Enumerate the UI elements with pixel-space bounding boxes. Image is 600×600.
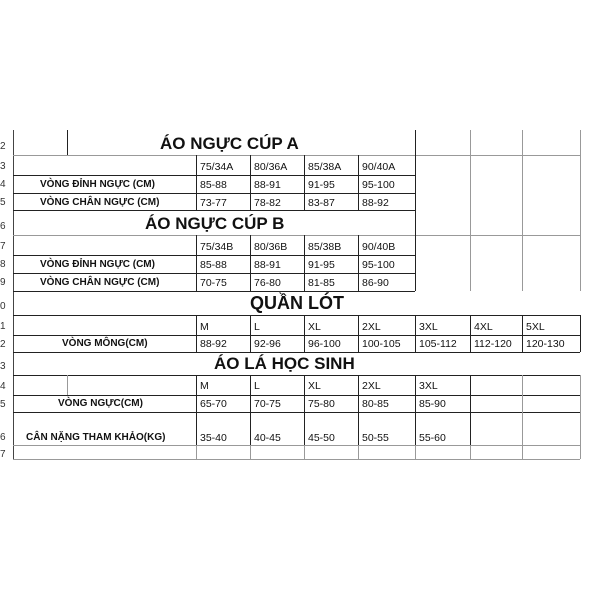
size-cell[interactable]: 3XL [419, 380, 438, 392]
grid-line [13, 210, 415, 211]
size-cell[interactable]: 75/34A [200, 161, 234, 173]
size-cell[interactable]: L [254, 321, 260, 333]
grid-line [304, 375, 305, 445]
size-cell[interactable]: 90/40B [362, 241, 396, 253]
grid-line [522, 375, 523, 445]
value-cell[interactable]: 40-45 [254, 432, 281, 444]
size-cell[interactable]: M [200, 321, 209, 333]
row-header[interactable]: 2 [0, 141, 6, 152]
grid-line [358, 445, 359, 459]
grid-line [358, 375, 359, 445]
grid-line [470, 315, 471, 352]
value-cell[interactable]: 120-130 [526, 338, 565, 350]
grid-line [13, 459, 580, 460]
section-a-title: ÁO NGỰC CÚP A [160, 134, 299, 153]
value-cell[interactable]: 55-60 [419, 432, 446, 444]
grid-line [13, 155, 580, 156]
size-cell[interactable]: XL [308, 321, 321, 333]
value-cell[interactable]: 88-92 [200, 338, 227, 350]
grid-line [13, 315, 580, 316]
value-cell[interactable]: 88-91 [254, 179, 281, 191]
grid-line [358, 315, 359, 352]
grid-line [415, 375, 416, 445]
size-cell[interactable]: 75/34B [200, 241, 234, 253]
section-d-title: ÁO LÁ HỌC SINH [214, 354, 355, 373]
value-cell[interactable]: 91-95 [308, 179, 335, 191]
row-label[interactable]: VÒNG ĐỈNH NGỰC (CM) [40, 179, 155, 190]
value-cell[interactable]: 105-112 [419, 338, 457, 350]
grid-line [13, 445, 580, 446]
grid-line [470, 235, 471, 291]
value-cell[interactable]: 88-91 [254, 259, 281, 271]
section-c-title: QUẦN LÓT [250, 293, 344, 313]
value-cell[interactable]: 83-87 [308, 197, 335, 209]
value-cell[interactable]: 85-90 [419, 398, 446, 410]
grid-line [13, 375, 580, 376]
grid-line [13, 412, 580, 413]
row-header-border [13, 130, 14, 460]
grid-line [304, 155, 305, 210]
grid-line [67, 375, 68, 395]
grid-line [358, 235, 359, 291]
grid-line [304, 235, 305, 291]
value-cell[interactable]: 75-80 [308, 398, 335, 410]
row-header[interactable]: 9 [0, 277, 6, 288]
grid-line [250, 155, 251, 210]
grid-line [522, 235, 523, 291]
row-header[interactable]: 3 [0, 361, 6, 372]
grid-line [196, 315, 197, 352]
size-cell[interactable]: 90/40A [362, 161, 396, 173]
value-cell[interactable]: 81-85 [308, 277, 335, 289]
grid-line [580, 235, 581, 291]
size-chart-sheet [0, 130, 600, 460]
value-cell[interactable]: 95-100 [362, 179, 395, 191]
grid-line [250, 235, 251, 291]
row-label[interactable]: VÒNG MÔNG(CM) [62, 338, 148, 349]
value-cell[interactable]: 86-90 [362, 277, 389, 289]
value-cell[interactable]: 80-85 [362, 398, 389, 410]
grid-line [470, 445, 471, 459]
size-cell[interactable]: 80/36B [254, 241, 288, 253]
grid-line [522, 445, 523, 459]
row-header[interactable]: 8 [0, 259, 6, 270]
value-cell[interactable]: 76-80 [254, 277, 281, 289]
grid-line [13, 193, 415, 194]
grid-line [304, 445, 305, 459]
row-label[interactable]: VÒNG ĐỈNH NGỰC (CM) [40, 259, 155, 270]
value-cell[interactable]: 65-70 [200, 398, 227, 410]
row-label[interactable]: VÒNG CHÂN NGỰC (CM) [40, 197, 160, 208]
grid-line [580, 375, 581, 445]
value-cell[interactable]: 50-55 [362, 432, 389, 444]
grid-line [13, 175, 415, 176]
grid-line [67, 130, 68, 155]
grid-line [415, 445, 416, 459]
value-cell[interactable]: 112-120 [474, 338, 512, 350]
grid-line [580, 315, 581, 352]
row-header[interactable]: 4 [0, 381, 6, 392]
grid-line [470, 375, 471, 445]
value-cell[interactable]: 78-82 [254, 197, 281, 209]
row-label[interactable]: CÂN NẶNG THAM KHẢO(KG) [26, 432, 166, 443]
size-cell[interactable]: 4XL [474, 321, 493, 333]
value-cell[interactable]: 100-105 [362, 338, 401, 350]
grid-line [580, 445, 581, 459]
value-cell[interactable]: 35-40 [200, 432, 227, 444]
row-header[interactable]: 4 [0, 179, 6, 190]
size-cell[interactable]: 80/36A [254, 161, 288, 173]
row-label[interactable]: VÒNG CHÂN NGỰC (CM) [40, 277, 160, 288]
grid-line [196, 235, 197, 291]
value-cell[interactable]: 70-75 [254, 398, 281, 410]
row-header[interactable]: 7 [0, 241, 6, 252]
grid-line [196, 155, 197, 210]
grid-line [13, 273, 415, 274]
grid-line [470, 130, 471, 235]
size-cell[interactable]: 85/38A [308, 161, 342, 173]
size-cell[interactable]: XL [308, 380, 321, 392]
row-header[interactable]: 0 [0, 301, 6, 312]
grid-line [196, 375, 197, 445]
size-cell[interactable]: 3XL [419, 321, 438, 333]
row-header[interactable]: 2 [0, 339, 6, 350]
grid-line [415, 235, 416, 291]
grid-line [13, 352, 580, 353]
size-cell[interactable]: 2XL [362, 380, 381, 392]
grid-line [415, 315, 416, 352]
value-cell[interactable]: 91-95 [308, 259, 335, 271]
row-header[interactable]: 6 [0, 432, 6, 443]
grid-line [522, 315, 523, 352]
row-header[interactable]: 6 [0, 221, 6, 232]
value-cell[interactable]: 96-100 [308, 338, 341, 350]
grid-line [250, 375, 251, 445]
size-cell[interactable]: 85/38B [308, 241, 342, 253]
row-header[interactable]: 3 [0, 161, 6, 172]
grid-line [580, 130, 581, 235]
grid-line [13, 291, 415, 292]
value-cell[interactable]: 85-88 [200, 179, 227, 191]
grid-line [304, 315, 305, 352]
grid-line [358, 155, 359, 210]
grid-line [522, 130, 523, 235]
row-header[interactable]: 5 [0, 399, 6, 410]
size-cell[interactable]: M [200, 380, 209, 392]
value-cell[interactable]: 95-100 [362, 259, 395, 271]
value-cell[interactable]: 92-96 [254, 338, 281, 350]
value-cell[interactable]: 70-75 [200, 277, 227, 289]
row-label[interactable]: VÒNG NGỰC(CM) [58, 398, 143, 409]
grid-line [250, 445, 251, 459]
row-header[interactable]: 7 [0, 449, 6, 460]
value-cell[interactable]: 88-92 [362, 197, 389, 209]
value-cell[interactable]: 45-50 [308, 432, 335, 444]
row-header[interactable]: 1 [0, 321, 6, 332]
row-header[interactable]: 5 [0, 197, 6, 208]
size-cell[interactable]: 5XL [526, 321, 545, 333]
grid-line [415, 130, 416, 235]
grid-line [13, 335, 580, 336]
grid-line [250, 315, 251, 352]
value-cell[interactable]: 73-77 [200, 197, 227, 209]
section-b-title: ÁO NGỰC CÚP B [145, 214, 285, 233]
size-cell[interactable]: 2XL [362, 321, 381, 333]
value-cell[interactable]: 85-88 [200, 259, 227, 271]
grid-line [13, 255, 415, 256]
grid-line [196, 445, 197, 459]
size-cell[interactable]: L [254, 380, 260, 392]
grid-line [13, 395, 580, 396]
grid-line [13, 235, 580, 236]
